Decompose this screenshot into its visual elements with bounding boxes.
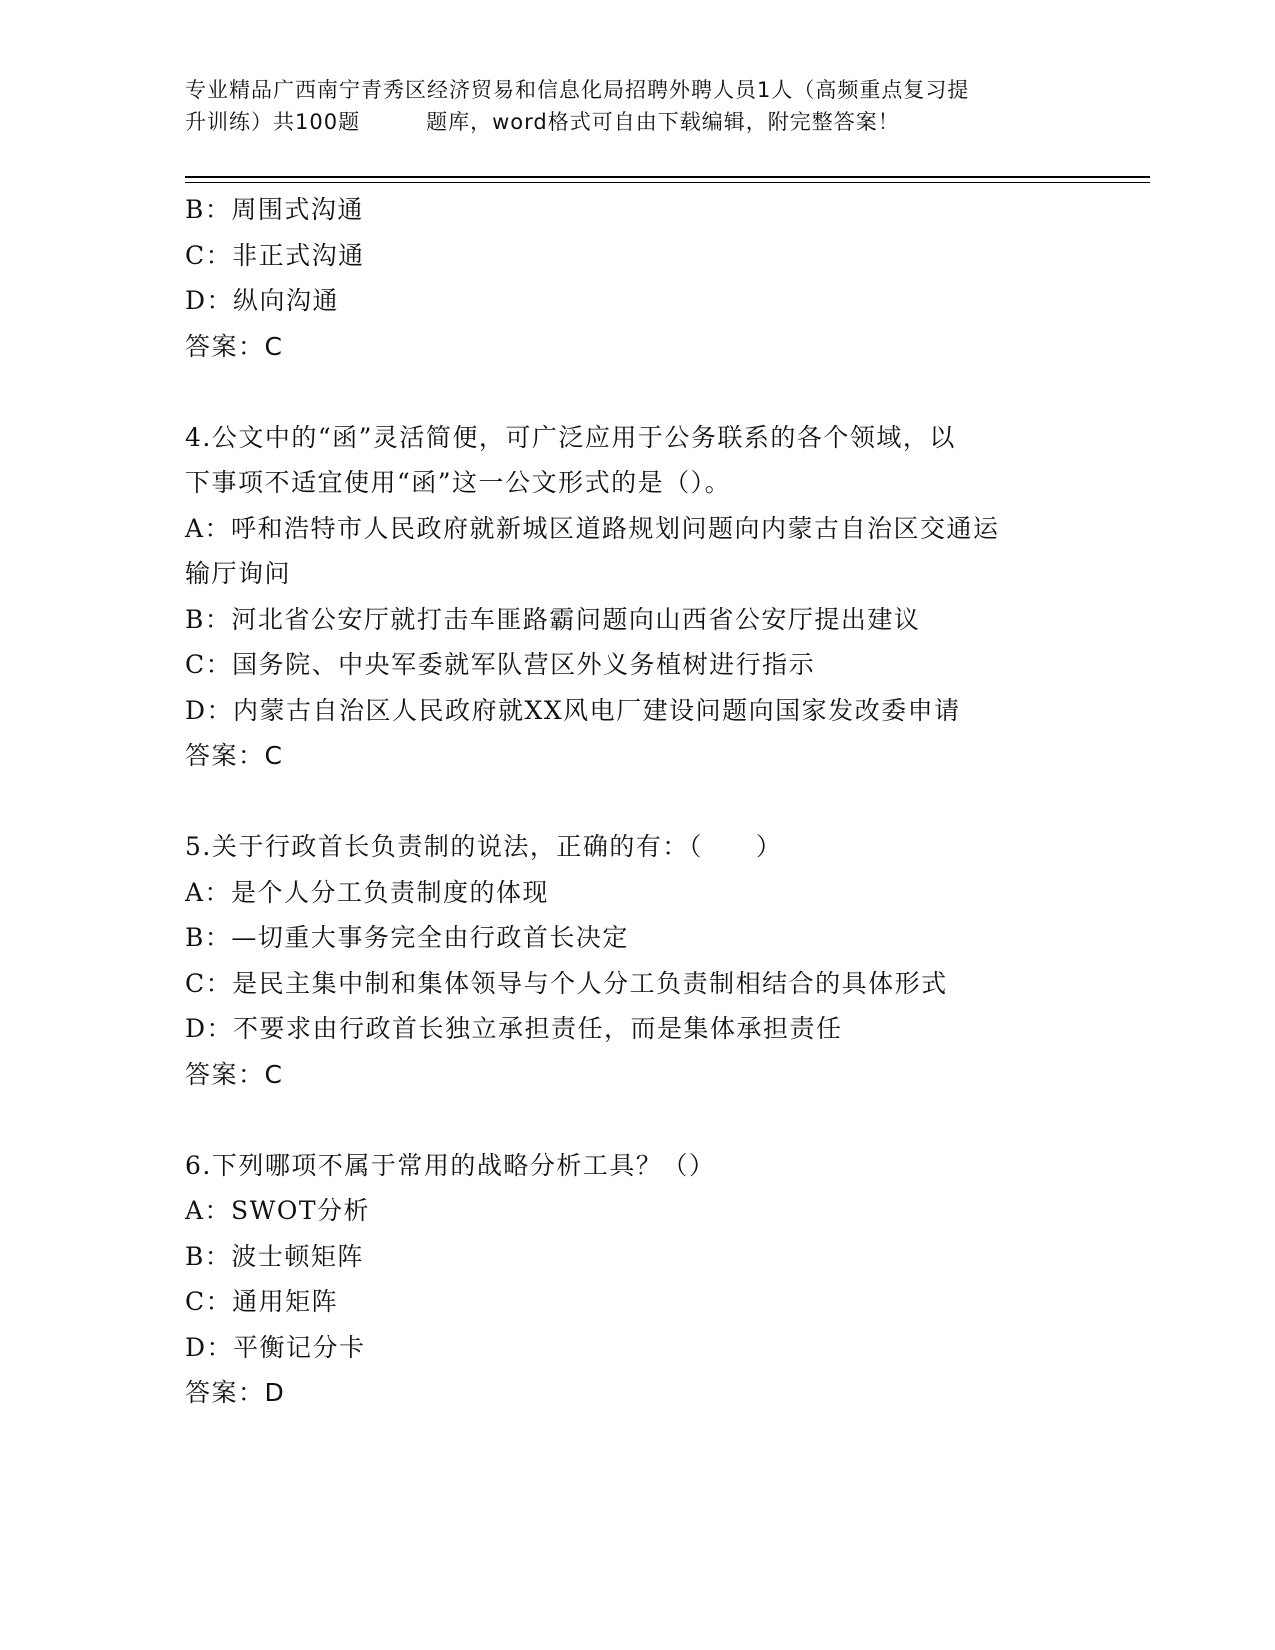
option-d: D：内蒙古自治区人民政府就XX风电厂建设问题向国家发改委申请 — [185, 695, 961, 725]
document-body — [185, 187, 1085, 1416]
page-header — [185, 74, 1085, 138]
question-stem: 4.公文中的“函”灵活简便，可广泛应用于公务联系的各个领域，以 — [185, 422, 956, 452]
answer-line: 答案：C — [185, 741, 284, 770]
option-c: C：是民主集中制和集体领导与个人分工负责制相结合的具体形式 — [185, 968, 948, 998]
question-stem: 5.关于行政首长负责制的说法，正确的有：（ ） — [185, 832, 783, 861]
header-line-1: 专业精品广西南宁青秀区经济贸易和信息化局招聘外聘人员1人（高频重点复习提 — [185, 78, 970, 102]
option-c: C：非正式沟通 — [185, 240, 365, 270]
option-d: D：平衡记分卡 — [185, 1332, 366, 1362]
option-a: A：SWOT分析 — [185, 1196, 371, 1225]
question-stem: 下事项不适宜使用“函”这一公文形式的是（）。 — [185, 468, 732, 497]
option-c: C：国务院、中央军委就军队营区外义务植树进行指示 — [185, 650, 816, 679]
question-6 — [185, 1143, 1085, 1416]
carryover-question — [185, 187, 1085, 369]
option-a: A：是个人分工负责制度的体现 — [185, 877, 550, 907]
option-b: B：河北省公安厅就打击车匪路霸问题向山西省公安厅提出建议 — [185, 604, 921, 634]
question-4 — [185, 415, 1085, 779]
option-d: D：不要求由行政首长独立承担责任，而是集体承担责任 — [185, 1014, 843, 1043]
option-a: A：呼和浩特市人民政府就新城区道路规划问题向内蒙古自治区交通运 — [185, 513, 1000, 543]
option-d: D：纵向沟通 — [185, 286, 340, 315]
option-c: C：通用矩阵 — [185, 1287, 339, 1316]
spacer — [185, 1097, 1085, 1143]
header-line-2: 升训练）共100题 题库，word格式可自由下载编辑，附完整答案！ — [185, 110, 900, 134]
option-b: B：波士顿矩阵 — [185, 1241, 364, 1271]
spacer — [185, 369, 1085, 415]
header-rule-thin — [185, 182, 1150, 183]
spacer — [185, 779, 1085, 825]
answer-line: 答案：D — [185, 1378, 286, 1407]
answer-line: 答案：C — [185, 1059, 284, 1089]
question-5 — [185, 824, 1085, 1097]
answer-line: 答案：C — [185, 331, 284, 361]
option-b: B：—切重大事务完全由行政首长决定 — [185, 923, 629, 952]
option-b: B：周围式沟通 — [185, 195, 364, 224]
option-a-continued: 输厅询问 — [185, 559, 292, 588]
question-stem: 6.下列哪项不属于常用的战略分析工具？（） — [185, 1150, 716, 1180]
header-rule-thick — [185, 176, 1150, 178]
